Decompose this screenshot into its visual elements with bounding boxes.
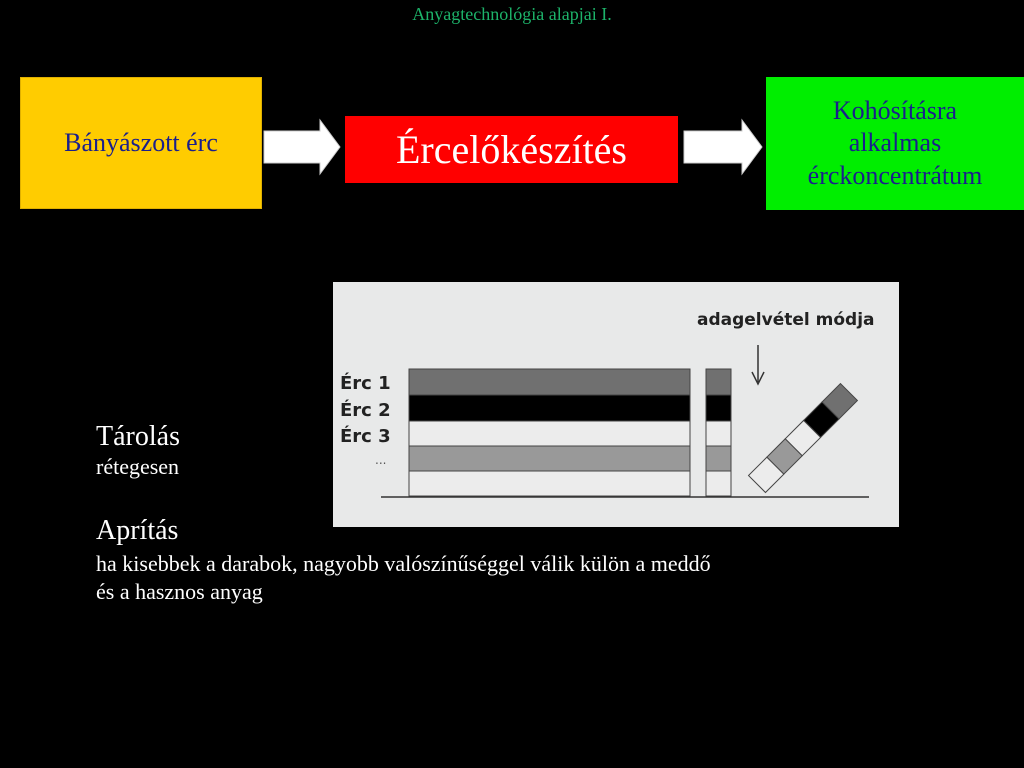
crushing-description-line-1: ha kisebbek a darabok, nagyobb valószínűséggel válik külön a meddő xyxy=(96,551,711,576)
slide-title: Anyagtechnológia alapjai I. xyxy=(412,4,612,24)
crushing-section xyxy=(96,515,711,604)
result-line-3: érckoncentrátum xyxy=(807,160,983,190)
ore-row-label-1: Érc 1 xyxy=(340,373,391,394)
column-erc2 xyxy=(706,395,731,421)
flow-arrow-2 xyxy=(682,118,764,176)
layer-erc1 xyxy=(409,369,690,395)
flow-arrow-1 xyxy=(262,118,342,176)
result-line-1: Kohósításra xyxy=(832,95,958,125)
layered-storage-figure xyxy=(333,282,899,527)
layer-5 xyxy=(409,471,690,496)
ore-preparation-box xyxy=(345,116,678,183)
mined-ore-box xyxy=(20,77,262,209)
layer-4 xyxy=(409,446,690,471)
mined-ore-label: Bányászott érc xyxy=(64,128,218,157)
ellipsis-label: ... xyxy=(375,453,387,467)
storage-title: Tárolás xyxy=(96,421,180,452)
ore-concentrate-box xyxy=(766,77,1024,210)
sampling-method-label: adagelvétel módja xyxy=(697,310,875,330)
column-erc3 xyxy=(706,421,731,446)
ore-row-label-2: Érc 2 xyxy=(340,400,391,421)
layer-erc2 xyxy=(409,395,690,421)
layer-erc3 xyxy=(409,421,690,446)
storage-section xyxy=(96,421,180,481)
crushing-description-line-2: és a hasznos anyag xyxy=(96,579,263,604)
crushing-title: Aprítás xyxy=(96,515,179,546)
column-layer-4 xyxy=(706,446,731,471)
result-line-2: alkalmas xyxy=(848,128,942,158)
column-layer-5 xyxy=(706,471,731,496)
column-erc1 xyxy=(706,369,731,395)
ore-row-label-3: Érc 3 xyxy=(340,426,391,447)
ore-preparation-label: Ércelőkészítés xyxy=(396,127,627,172)
storage-subtitle: rétegesen xyxy=(96,454,180,479)
